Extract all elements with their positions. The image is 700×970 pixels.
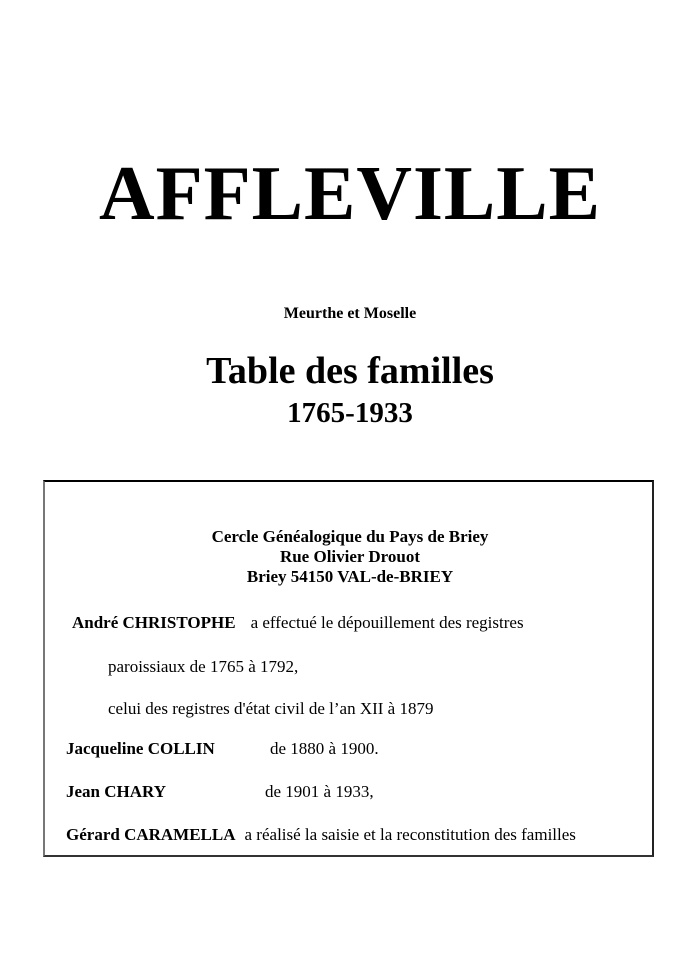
organization-city: Briey 54150 VAL-de-BRIEY bbox=[246, 567, 454, 586]
contribution-text: paroissiaux de 1765 à 1792, bbox=[108, 657, 299, 676]
document-title: AFFLEVILLE bbox=[98, 150, 602, 236]
date-range: 1765-1933 bbox=[287, 397, 413, 429]
contribution-text: celui des registres d'état civil de l’an XII à 1879 bbox=[108, 699, 434, 718]
contribution-text: a effectué le dépouillement des registres bbox=[250, 613, 524, 632]
organization-street: Rue Olivier Drouot bbox=[279, 547, 421, 566]
contributor-name: André CHRISTOPHE bbox=[72, 613, 236, 632]
credit-row bbox=[66, 738, 379, 760]
contribution-text: de 1901 à 1933, bbox=[265, 782, 374, 801]
credit-row bbox=[66, 824, 576, 846]
contribution-text: a réalisé la saisie et la reconstitution des familles bbox=[244, 825, 576, 844]
credit-row-continuation bbox=[108, 698, 433, 720]
region-subtitle: Meurthe et Moselle bbox=[283, 305, 417, 322]
document-heading: Table des familles bbox=[206, 350, 494, 392]
credit-row bbox=[66, 781, 374, 803]
contributor-name: Gérard CARAMELLA bbox=[66, 825, 236, 844]
contributor-name: Jean CHARY bbox=[66, 782, 166, 801]
organization-name: Cercle Généalogique du Pays de Briey bbox=[211, 527, 489, 546]
credit-row-continuation bbox=[108, 656, 298, 678]
credit-row bbox=[72, 612, 524, 634]
contribution-text: de 1880 à 1900. bbox=[270, 739, 379, 758]
contributor-name: Jacqueline COLLIN bbox=[66, 739, 215, 758]
organization-block bbox=[0, 527, 700, 587]
